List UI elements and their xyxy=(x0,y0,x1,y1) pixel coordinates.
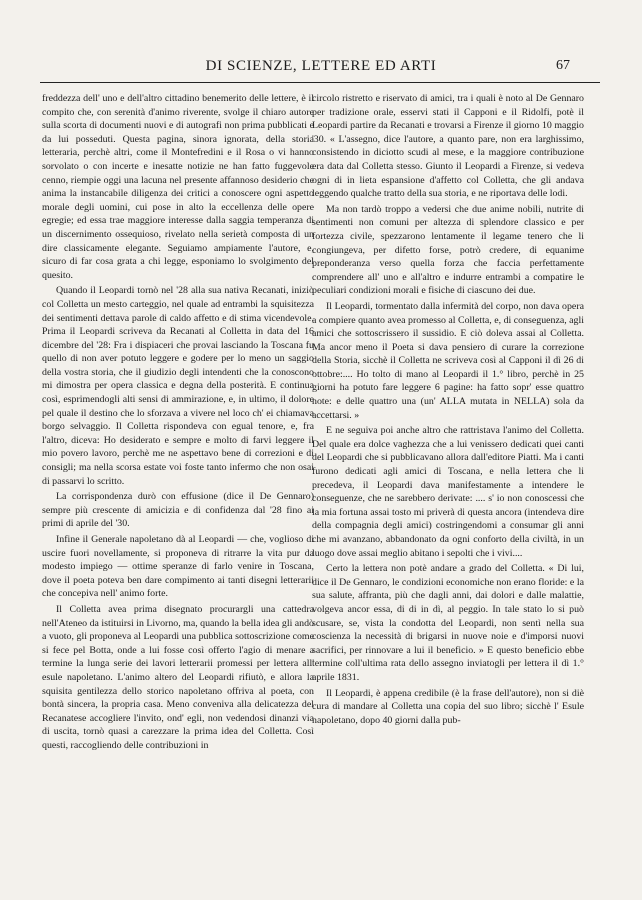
page-header xyxy=(0,58,642,80)
paragraph: Il Leopardi, è appena credibile (è la frase dell'autore), non si diè cura di mandare al Colletta una copia del suo libro; sicchè l' Esule napoletano, dopo 40 giorni dalla pub- xyxy=(312,687,584,726)
paragraph: freddezza dell' uno e dell'altro cittadino benemerito delle lettere, è il compito che, con serenità d'animo riverente, svolge il chiaro autore sulla scorta di documenti nuovi e di autografi non prima pubblicati e da lui posseduti. Questa pagina, sinora ignorata, della storia letteraria, perchè altri, come il Montefredini e il Rosa o vi hanno sorvolato o con incerte e inesatte notizie ne han fatto fuggevole cenno, riempie oggi una lacuna nel presente affannoso desiderio che anima la instancabile diligenza dei critici a conoscere ogni aspetto morale degli uomini, cui pose in alto la eccellenza delle opere egregie; ed essa trae maggiore interesse dalla saggia temperanza di un discernimento ossequioso, rivelato nella serietà composta di un dire classicamente elegante. Seguiamo ampiamente l'autore, e, sicuro di far cosa grata a chi legge, esponiamo lo svolgimento del quesito. xyxy=(42,93,314,281)
paragraph: Il Colletta avea prima disegnato procurargli una cattedra nell'Ateneo da istituirsi in Livorno, ma, quando la bella idea gli andò a vuoto, gli proponeva al Leopardi una pubblica sottoscrizione come si fece pel Botta, onde a lui fosse così offerto l'agio di menare a termine la lunga serie dei lavori letterarii promessi per lettera all' esule napoletano. L'animo altero del Leopardi rifiutò, e allora la squisita gentilezza dello storico napoletano offriva al poeta, con bontà sincera, la propria casa. Meno conveniva alla delicatezza del Recanatese accogliere l'invito, ond' egli, non vedendosi dinanzi via di uscita, tornò quasi a carezzare la prima idea del Colletta. Così questi, raccogliendo delle contribuzioni in xyxy=(42,603,314,751)
paragraph: E ne seguiva poi anche altro che rattristava l'animo del Colletta. Del quale era dolce vaghezza che a lui venissero dedicati quei canti del Leopardi che si pubblicavano allora dall'editore Piatti. Ma i canti furono dedicati agli amici di Toscana, e nella lettera che li precedeva, il Leopardi dava manifestamente a intendere le conseguenze, che ne sarebbero derivate: .... s' io non conoscessi che la mia fortuna assai tosto mi priverà di questa ancora (intendeva dire della compagnia degli amici) costringendomi a consumar gli anni che mi avanzano, abbandonato da ogni conforto della civiltà, in un luogo dove assai meglio abitano i sepolti che i vivi.... xyxy=(312,425,584,559)
header-rule xyxy=(40,82,600,83)
paragraph: Certo la lettera non potè andare a grado del Colletta. « Di lui, dice il De Gennaro, le condizioni economiche non erano floride: e la sua salute, affranta, più che dagli anni, dai dolori e dalle malattie, volgeva ancor essa, di di in dì, al peggio. In tale stato lo si può scusare, se, vista la condotta del Leopardi, non sentì nella sua coscienza la necessità di brigarsi in nuove noie e d'imporsi nuovi sacrifici, per rinnovare a lui il beneficio. » E questo beneficio ebbe termine coll'ultima rata dello assegno inviatogli per lettera il dì 1.° aprile 1831. xyxy=(312,563,584,683)
paragraph: Quando il Leopardi tornò nel '28 alla sua nativa Recanati, iniziò col Colletta un mesto carteggio, nel quale ad entrambi la squisitezza dei sentimenti dettava parole di caldo affetto e di stima vicendevole. Prima il Leopardi scriveva da Recanati al Colletta in data del 16 dicembre del '28: Fra i dispiaceri che provai lasciando la Toscana fu quello di non aver potuto leggere e godere per lo meno un saggio della vostra storia, che il giudizio degli intendenti che la conoscono mi dimostra per opera classica e degna della posterità. E continua così, esprimendogli alti sensi di ammirazione, e, in ultimo, il dolore pel quale il destino che lo sforzava a vivere nel loco ch' ei chiamava borgo selvaggio. Il Colletta rispondeva con egual tenore, e, fra l'altro, diceva: Ho desiderato e sempre e molto di farvi leggere il mio povero lavoro, perchè me ne aspettavo bene di correzioni e di consigli; ma nella scorsa estate voi foste tanto infermo che non osai di passarvi lo scritto. xyxy=(42,285,314,487)
paragraph: circolo ristretto e riservato di amici, tra i quali è noto al De Gennaro per tradizione orale, esservi stati il Capponi e il Ridolfi, potè il Leopardi partire da Recanati e trovarsi a Firenze il giorno 10 maggio '30. « L'assegno, dice l'autore, a quanto pare, non era larghissimo, consistendo in diciotto scudi al mese, e la maggiore contribuzione era data dal Colletta stesso. Giunto il Leopardi a Firenze, si vedeva ogni di in lieta espansione d'affetto col Colletta, che gli andava leggendo qualche tratto della sua storia, e ne riportava delle lodi. xyxy=(312,93,584,200)
paragraph: Ma non tardò troppo a vedersi che due anime nobili, nutrite di sentimenti non comuni per altezza di splendore classico e per fortezza civile, spezzarono lentamente il legame tenero che li congiungeva, per difetto forse, potrò credere, di equanime preponderanza verso quella forza che faccia perfettamente comprendere all' uno e all'altro e indurre entrambi a compatire le peculiari condizioni morali e fisiche di ciascuno dei due. xyxy=(312,203,584,297)
paragraph: Il Leopardi, tormentato dalla infermità del corpo, non dava opera a compiere quanto avea promesso al Colletta, e, di conseguenza, agli amici che sottoscrissero il sussidio. E ciò doleva assai al Colletta. Ma ancor meno il Poeta si dava pensiero di curare la correzione della Storia, sicchè il Colletta ne scriveva così al Capponi il dì 26 di ottobre:.... Ho tolto di mano al Leopardi il 1.° libro, perchè in 25 giorni ha potuto fare leggere 6 pagine: ha fatto sopr' esse quattro note: e delle quattro una (un' ALLA mutata in NELLA) sola da accettarsi. » xyxy=(312,300,584,421)
right-column xyxy=(312,92,584,882)
page-number: 67 xyxy=(556,58,570,73)
paragraph: Infine il Generale napoletano dà al Leopardi — che, voglioso di uscire fuori novellamente, si proponeva di ritrarre la vita pur da modesto impiego — ottime speranze di farlo venire in Toscana, dove il poeta poteva ben dare compimento ai tanti disegni letterarii che concepiva nell' animo forte. xyxy=(42,534,314,600)
running-title: DI SCIENZE, LETTERE ED ARTI xyxy=(205,58,437,74)
left-column xyxy=(42,92,314,882)
paragraph: La corrispondenza durò con effusione (dice il De Gennaro) sempre più crescente di amicizia e di confidenza dal '28 fino ai primi di aprile del '30. xyxy=(42,491,314,530)
